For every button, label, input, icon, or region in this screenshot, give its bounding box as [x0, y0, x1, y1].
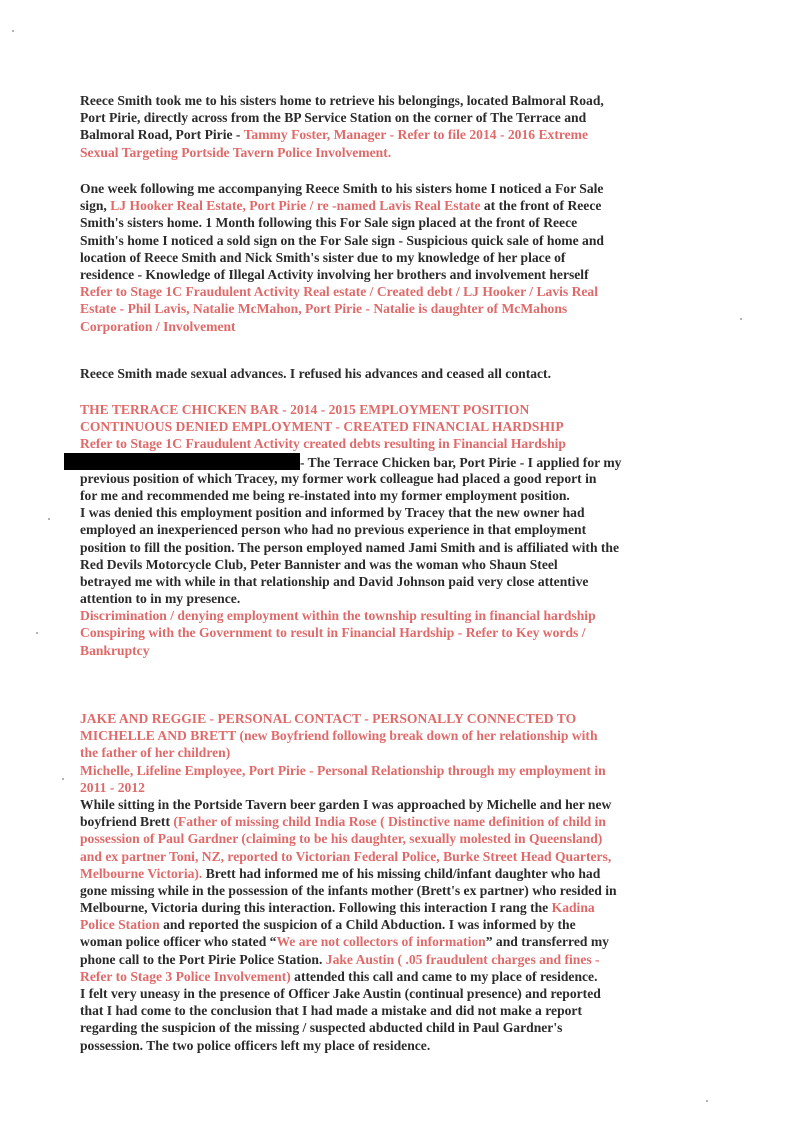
text-line: possession. The two police officers left my place of residence. — [80, 1037, 431, 1053]
highlighted-reference: Refer to Stage 1C Fraudulent Activity created debts resulting in Financial Hardship — [80, 436, 566, 452]
text-segment: phone call to the Port Pirie Police Station. — [80, 951, 326, 967]
text-line — [80, 899, 720, 916]
text-line: previous position of which Tracey, my former work colleague had placed a good report in — [80, 470, 597, 486]
text-line: One week following me accompanying Reece Smith to his sisters home I noticed a For Sale — [80, 181, 604, 196]
highlighted-reference: Police Station — [80, 917, 160, 933]
text-line: Smith's home I noticed a sold sign on the For Sale sign - Suspicious quick sale of home and — [80, 232, 604, 248]
text-segment: Balmoral Road, Port Pirie - — [80, 127, 244, 143]
text-line — [64, 453, 720, 470]
text-line: regarding the suspicion of the missing / suspected abducted child in Paul Gardner's — [80, 1020, 563, 1036]
highlighted-reference: the father of her children) — [80, 745, 231, 761]
paragraph-for-sale-sign — [80, 180, 720, 335]
text-segment: and reported the suspicion of a Child Abduction. I was informed by the — [159, 917, 576, 933]
text-line: I felt very uneasy in the presence of Officer Jake Austin (continual presence) and reported — [80, 986, 601, 1001]
text-segment: ” and transferred my — [485, 934, 609, 950]
text-line: Port Pirie, directly across from the BP Service Station on the corner of The Terrace and — [80, 110, 587, 126]
text-segment: sign, — [80, 198, 111, 214]
scan-speck — [36, 632, 38, 634]
highlighted-reference: Discrimination / denying employment within the township resulting in financial hardship — [80, 608, 596, 624]
highlighted-reference: Bankruptcy — [80, 642, 150, 658]
highlighted-reference: Estate - Phil Lavis, Natalie McMahon, Port Pirie - Natalie is daughter of McMahons — [80, 301, 568, 317]
paragraph-reece-sisters-home — [80, 92, 720, 161]
text-line: Reece Smith took me to his sisters home to retrieve his belongings, located Balmoral Road, — [80, 93, 604, 108]
text-segment: - The Terrace Chicken bar, Port Pirie - I applied for my — [300, 454, 622, 470]
text-line: attention to in my presence. — [80, 591, 241, 607]
text-line: gone missing while in the possession of the infants mother (Brett's ex partner) who resided in — [80, 882, 617, 898]
section-terrace-chicken-bar — [80, 401, 720, 659]
text-segment: at the front of Reece — [480, 198, 602, 214]
text-segment: woman police officer who stated “ — [80, 934, 277, 950]
highlighted-reference: Sexual Targeting Portside Tavern Police Involvement. — [80, 144, 392, 160]
highlighted-reference: (Father of missing child India Rose ( Distinctive name definition of child in — [173, 814, 606, 830]
text-line: residence - Knowledge of Illegal Activity involving her brothers and involvement herself — [80, 266, 589, 282]
highlighted-reference: 2011 - 2012 — [80, 779, 145, 795]
text-line: for me and recommended me being re-instated into my former employment position. — [80, 487, 570, 503]
text-line — [80, 126, 720, 143]
highlighted-reference: Michelle, Lifeline Employee, Port Pirie - Personal Relationship through my employment in — [80, 762, 606, 778]
highlighted-reference: possession of Paul Gardner (claiming to be his daughter, sexually molested in Queensland) — [80, 831, 603, 847]
highlighted-reference: Refer to Stage 3 Police Involvement) — [80, 968, 291, 984]
highlighted-reference: Jake Austin ( .05 fraudulent charges and fines - — [325, 951, 600, 967]
section-heading: CONTINUOUS DENIED EMPLOYMENT - CREATED FINANCIAL HARDSHIP — [80, 419, 564, 435]
highlighted-reference: Corporation / Involvement — [80, 318, 236, 334]
text-line: Reece Smith made sexual advances. I refused his advances and ceased all contact. — [80, 366, 551, 381]
section-heading: THE TERRACE CHICKEN BAR - 2014 - 2015 EMPLOYMENT POSITION — [80, 402, 530, 417]
scan-speck — [48, 518, 50, 520]
text-line — [80, 197, 720, 214]
highlighted-reference: We are not collectors of information — [276, 934, 486, 950]
text-line — [80, 916, 720, 933]
text-line — [80, 813, 720, 830]
text-segment: boyfriend Brett — [80, 814, 174, 830]
text-line: employed an inexperienced person who had no previous experience in that employment — [80, 522, 587, 538]
highlighted-reference: Tammy Foster, Manager - Refer to file 2014 - 2016 Extreme — [243, 127, 589, 143]
text-line: While sitting in the Portside Tavern beer garden I was approached by Michelle and her new — [80, 796, 612, 812]
text-line: Smith's sisters home. 1 Month following this For Sale sign placed at the front of Reece — [80, 215, 578, 231]
text-line: betrayed me with while in that relationship and David Johnson paid very close attentive — [80, 573, 589, 589]
section-jake-and-reggie — [80, 710, 720, 1054]
text-line: location of Reece Smith and Nick Smith's sister due to my knowledge of her place of — [80, 249, 566, 265]
text-segment: Brett had informed me of his missing child/infant daughter who had — [202, 865, 601, 881]
text-line — [80, 968, 720, 985]
highlighted-reference: Conspiring with the Government to result in Financial Hardship - Refer to Key words / — [80, 625, 586, 641]
section-heading: JAKE AND REGGIE - PERSONAL CONTACT - PERSONALLY CONNECTED TO — [80, 711, 577, 726]
highlighted-reference: Refer to Stage 1C Fraudulent Activity Real estate / Created debt / LJ Hooker / Lavis Real — [80, 284, 599, 300]
highlighted-reference: Melbourne Victoria). — [80, 865, 203, 881]
text-segment: attended this call and came to my place of residence. — [290, 968, 598, 984]
highlighted-reference: Kadina — [551, 900, 595, 916]
scan-speck — [12, 30, 14, 32]
scan-speck — [706, 1100, 708, 1102]
text-segment: Melbourne, Victoria during this interaction. Following this interaction I rang the — [80, 900, 552, 916]
redaction-bar — [64, 453, 300, 470]
scan-speck — [62, 778, 64, 780]
text-line: Red Devils Motorcycle Club, Peter Bannister and was the woman who Shaun Steel — [80, 556, 558, 572]
text-line — [80, 951, 720, 968]
text-line: I was denied this employment position and informed by Tracey that the new owner had — [80, 505, 585, 521]
paragraph-sexual-advances — [80, 365, 720, 382]
text-line: that I had come to the conclusion that I had made a mistake and did not make a report — [80, 1003, 582, 1019]
highlighted-reference: LJ Hooker Real Estate, Port Pirie / re -named Lavis Real Estate — [110, 198, 481, 214]
highlighted-reference: and ex partner Toni, NZ, reported to Victorian Federal Police, Burke Street Head Quarters, — [80, 848, 612, 864]
text-line: position to fill the position. The person employed named Jami Smith and is affiliated with the — [80, 539, 620, 555]
text-line — [80, 865, 720, 882]
text-line — [80, 933, 720, 950]
section-heading: MICHELLE AND BRETT (new Boyfriend following break down of her relationship with — [80, 728, 598, 744]
scan-speck — [740, 318, 742, 320]
